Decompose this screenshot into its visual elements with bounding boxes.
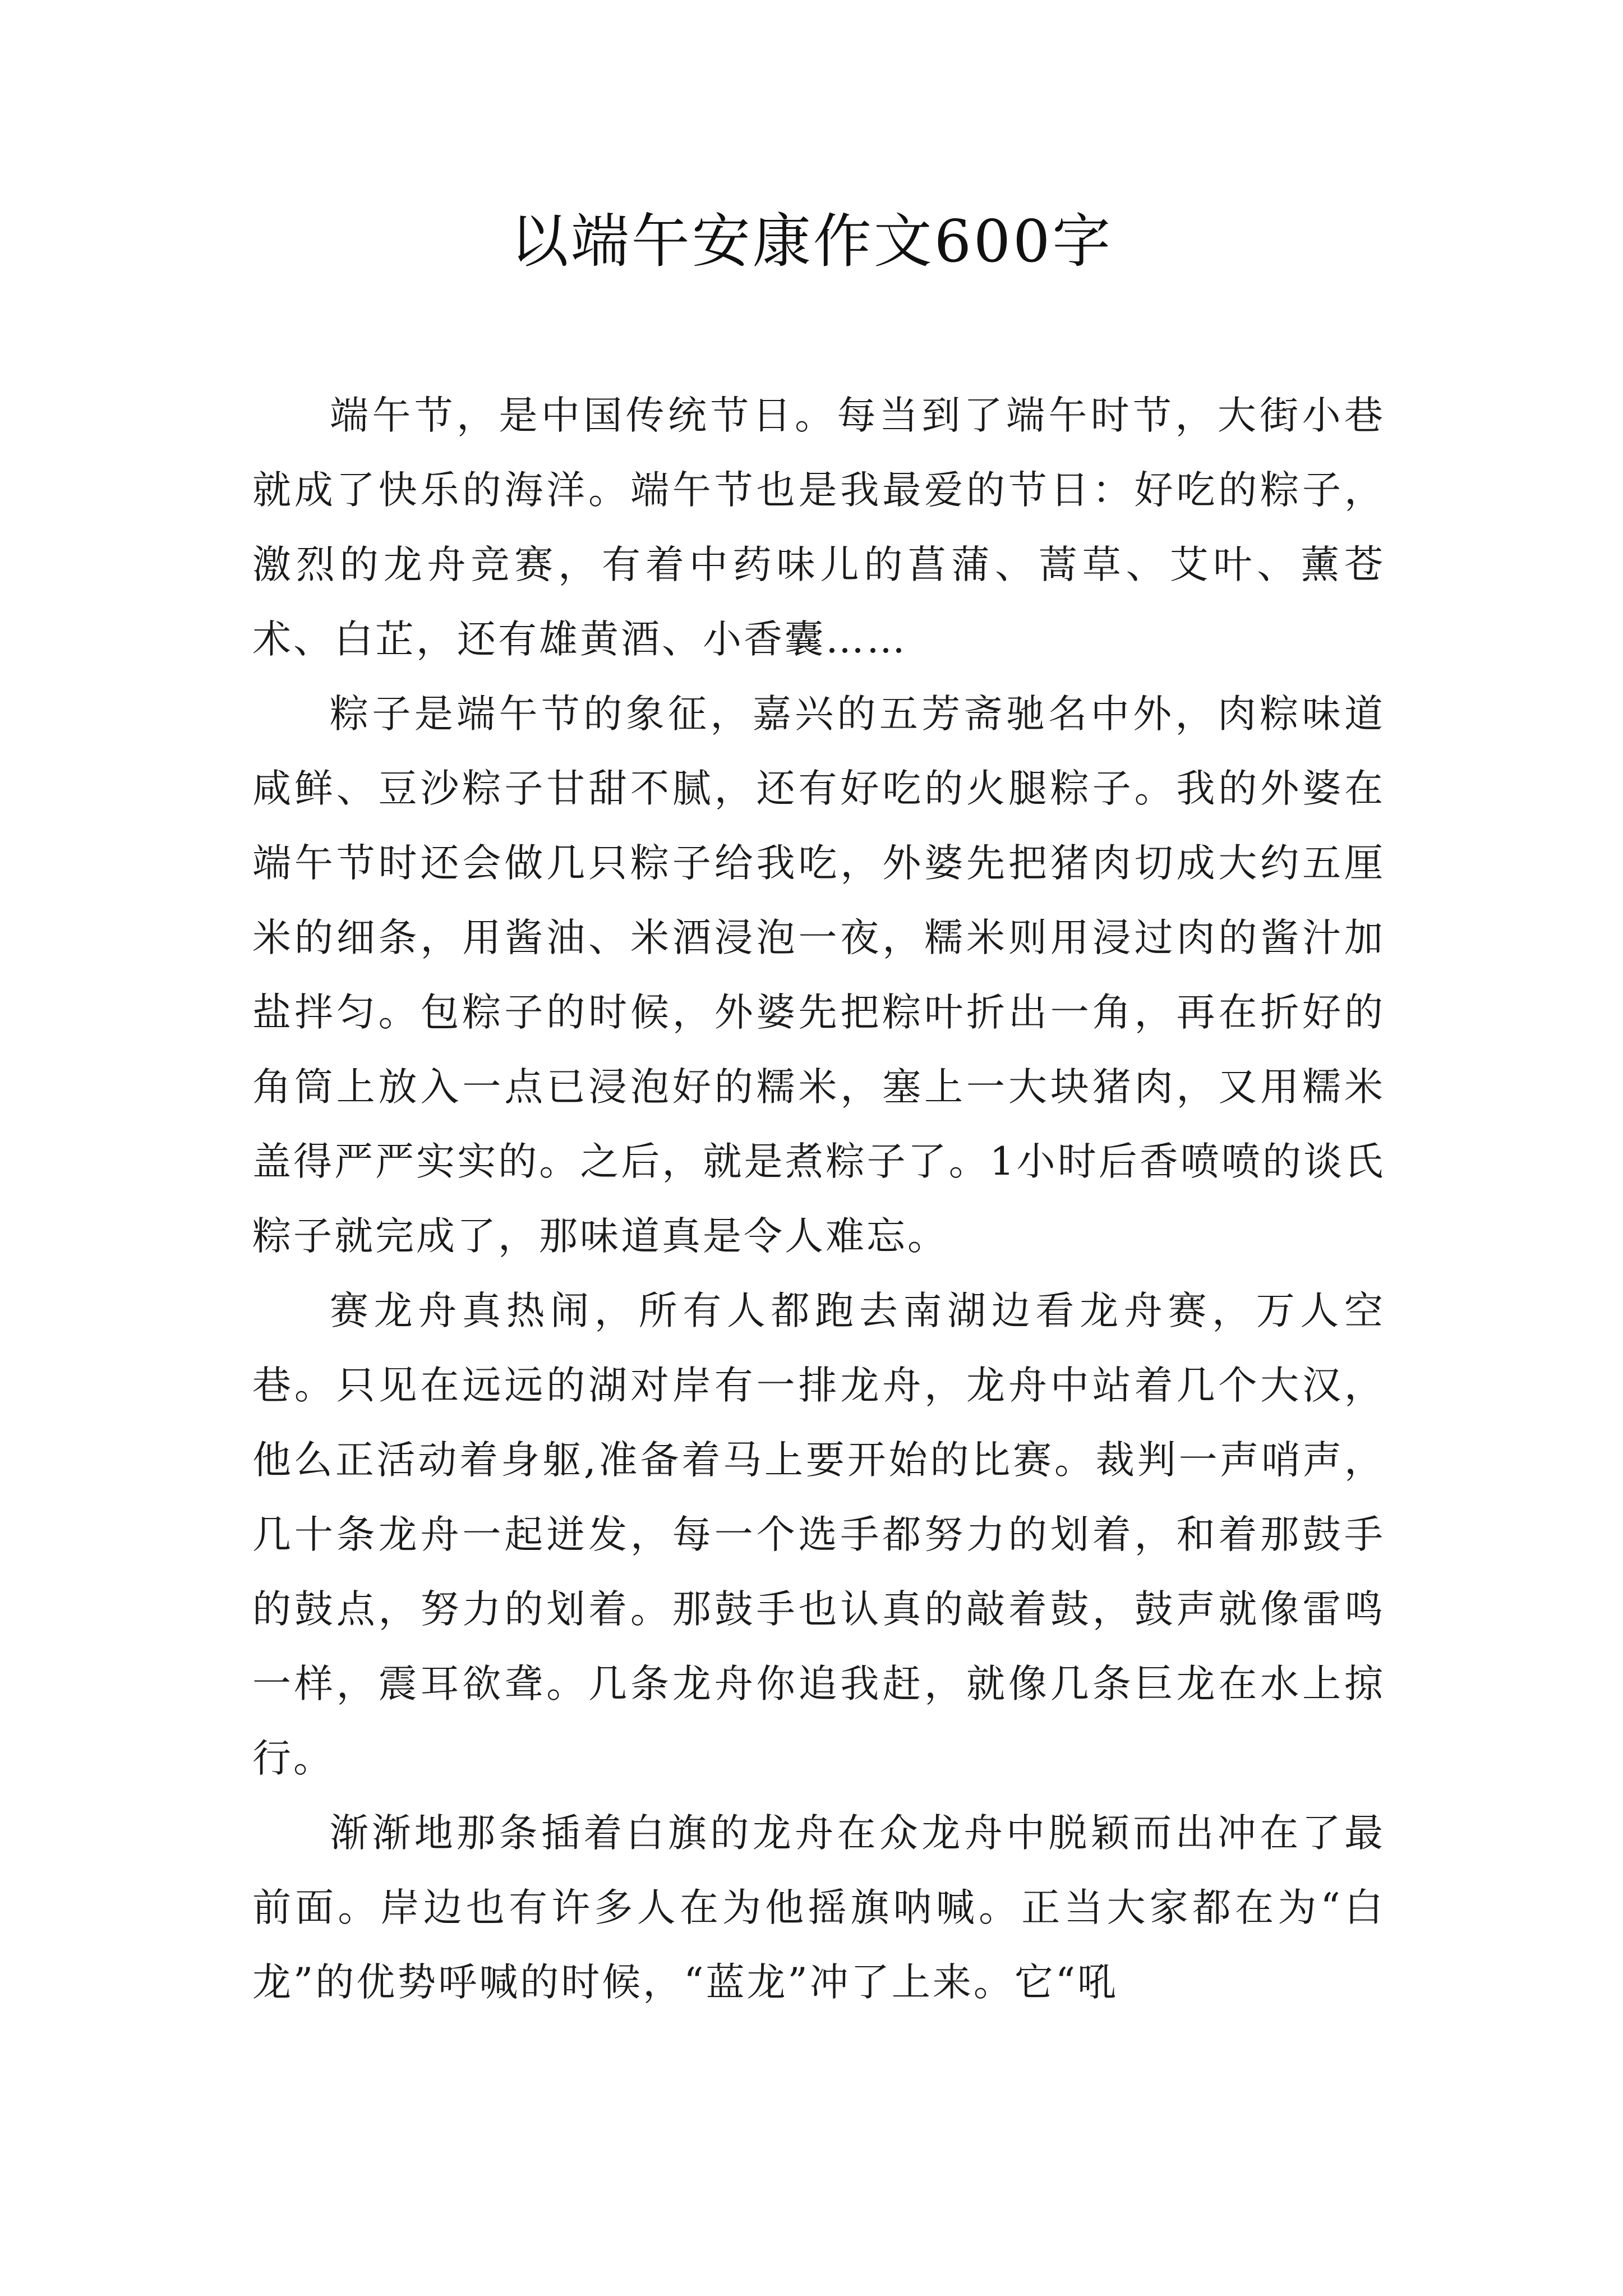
paragraph: 端午节，是中国传统节日。每当到了端午时节，大街小巷就成了快乐的海洋。端午节也是我最爱的节日：好吃的粽子，激烈的龙舟竞赛，有着中药味儿的菖蒲、蒿草、艾叶、薰苍术、白芷，还有雄黄酒、小香囊…… [252, 393, 1385, 662]
document-body [252, 379, 1385, 2020]
document-title: 以端午安康作文600字 [510, 207, 1113, 275]
paragraph: 粽子是端午节的象征，嘉兴的五芳斋驰名中外，肉粽味道咸鲜、豆沙粽子甘甜不腻，还有好吃的火腿粽子。我的外婆在端午节时还会做几只粽子给我吃，外婆先把猪肉切成大约五厘米的细条，用酱油、米酒浸泡一夜，糯米则用浸过肉的酱汁加盐拌匀。包粽子的时候，外婆先把粽叶折出一角，再在折好的角筒上放入一点已浸泡好的糯米，塞上一大块猪肉，又用糯米盖得严严实实的。之后，就是煮粽子了。1小时后香喷喷的谈氏粽子就完成了，那味道真是令人难忘。 [252, 692, 1385, 1259]
paragraph: 赛龙舟真热闹，所有人都跑去南湖边看龙舟赛，万人空巷。只见在远远的湖对岸有一排龙舟，龙舟中站着几个大汉，他么正活动着身躯,准备着马上要开始的比赛。裁判一声哨声，几十条龙舟一起迸发，每一个选手都努力的划着，和着那鼓手的鼓点，努力的划着。那鼓手也认真的敲着鼓，鼓声就像雷鸣一样，震耳欲聋。几条龙舟你追我赶，就像几条巨龙在水上掠行。 [252, 1289, 1385, 1781]
paragraph: 渐渐地那条插着白旗的龙舟在众龙舟中脱颖而出冲在了最前面。岸边也有许多人在为他摇旗呐喊。正当大家都在为“白龙”的优势呼喊的时候，“蓝龙”冲了上来。它“吼 [252, 1811, 1385, 2005]
